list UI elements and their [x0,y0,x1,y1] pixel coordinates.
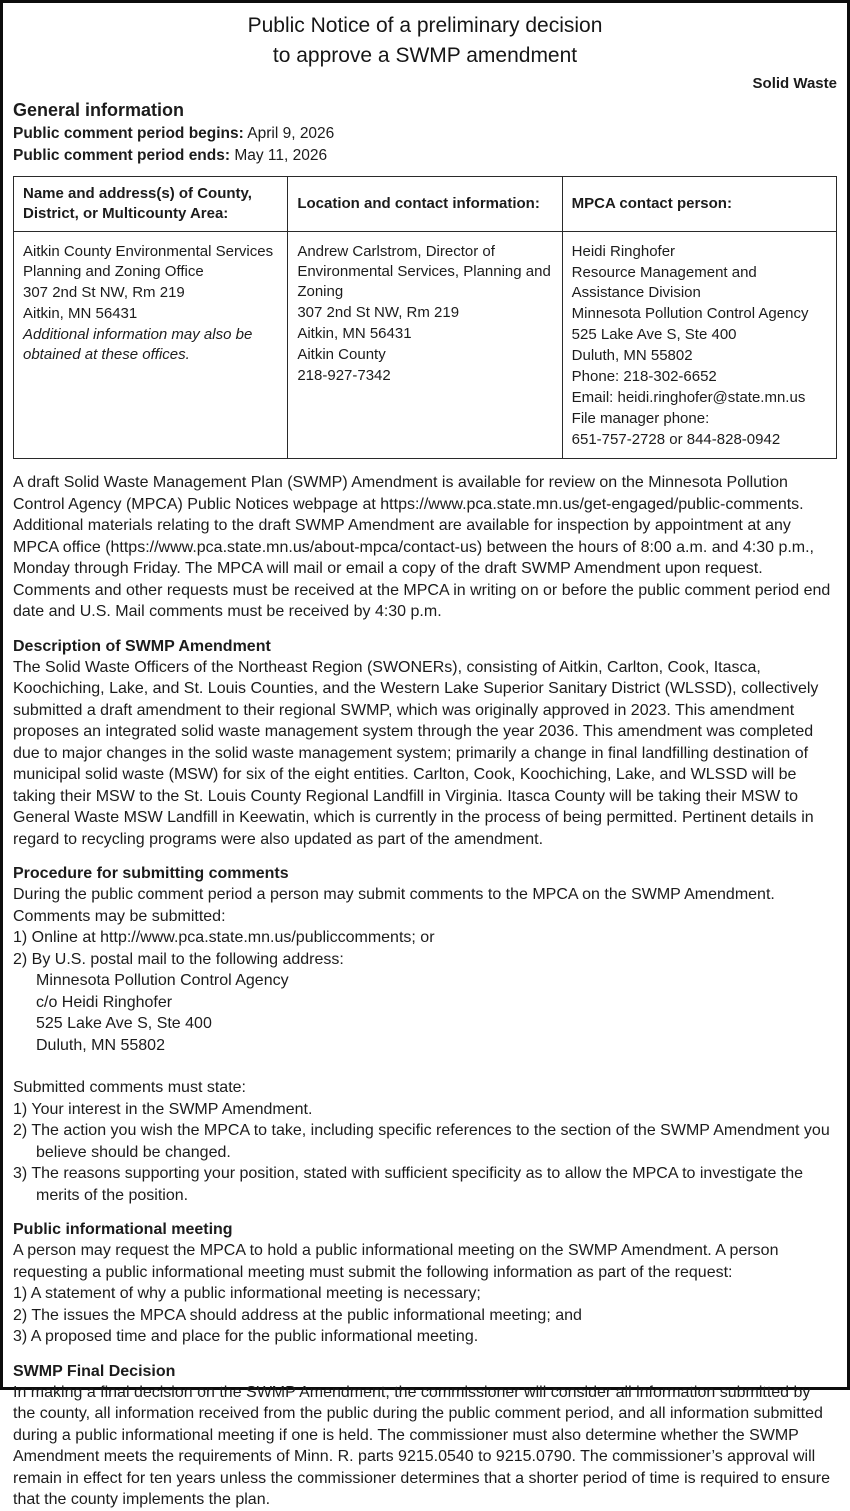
table-body-row [14,232,837,459]
mpca-phone: Phone: 218-302-6652 [571,368,717,385]
description-heading: Description of SWMP Amendment [13,637,271,655]
location-phone: 218-927-7342 [297,367,391,384]
county-line: Aitkin, MN 56431 [23,305,138,322]
public-meeting-intro: A person may request the MPCA to hold a public informational meeting on the SWMP Amendment. A person requesting a public informational meeting must submit the following information as part of the request: [13,1242,779,1281]
procedure-item-online: 1) Online at http://www.pca.state.mn.us/publiccomments; or [13,929,435,946]
general-information-heading: General information [13,100,185,120]
mpca-contact-cell [562,232,836,459]
county-line: 307 2nd St NW, Rm 219 [23,284,185,301]
location-line: Aitkin, MN 56431 [297,325,412,342]
mail-address-line: Minnesota Pollution Control Agency [36,972,289,989]
public-meeting-item: 3) A proposed time and place for the public informational meeting. [13,1328,479,1345]
location-line: 307 2nd St NW, Rm 219 [297,304,460,321]
comment-period-begins [13,123,837,145]
comment-period-ends-value: May 11, 2026 [234,147,328,164]
submitted-comments-intro: Submitted comments must state: [13,1079,246,1096]
public-meeting-heading: Public informational meeting [13,1221,233,1238]
document-title-line2: to approve a SWMP amendment [272,44,578,67]
mpca-contact-name: Heidi Ringhofer [571,243,676,260]
comment-period-begins-value: April 9, 2026 [247,125,335,142]
location-line: Aitkin County [297,346,386,363]
comment-period-ends [13,145,837,167]
comment-period-ends-label: Public comment period ends: [13,147,231,164]
public-meeting-item: 1) A statement of why a public informational meeting is necessary; [13,1285,481,1302]
final-decision-paragraph: In making a final decision on the SWMP Amendment, the commissioner will consider all information submitted by the county, all information received from the public during the public comment period, and all information submitted during a public informational meeting if one is held. The commissioner must also determine whether the SWMP Amendment meets the requirements of Minn. R. parts 9215.0540 to 9215.0790. The commissioner’s approval will remain in effect for ten years unless the commissioner determines that a shorter period of time is required to ensure that the county implements the plan. [13,1383,830,1508]
county-address-cell [14,232,288,459]
county-additional-note: Additional information may also be obtained at these offices. [23,326,253,363]
mail-address-line: Duluth, MN 55802 [36,1036,165,1054]
mail-address-line: c/o Heidi Ringhofer [36,993,173,1011]
column-header-location: Location and contact information: [288,177,562,232]
mpca-line: 525 Lake Ave S, Ste 400 [571,326,737,343]
submitted-comments-item: 3) The reasons supporting your position, stated with sufficient specificity as to allow the MPCA to investigate the merits of the position. [13,1165,804,1204]
mpca-file-manager-label: File manager phone: [571,410,710,427]
mpca-email: Email: heidi.ringhofer@state.mn.us [571,389,806,406]
column-header-county: Name and address(s) of County, District, or Multicounty Area: [14,177,288,232]
location-line: Andrew Carlstrom, Director of Environmental Services, Planning and Zoning [297,243,551,300]
submitted-comments-item: 1) Your interest in the SWMP Amendment. [13,1100,313,1118]
mail-address-line: 525 Lake Ave S, Ste 400 [36,1015,212,1032]
document-title-line1: Public Notice of a preliminary decision [247,14,603,37]
mpca-line: Minnesota Pollution Control Agency [571,305,809,322]
column-header-mpca-contact: MPCA contact person: [562,177,836,232]
document-title [13,11,837,71]
category-label: Solid Waste [752,75,837,92]
table-header-row [14,177,837,232]
public-meeting-item: 2) The issues the MPCA should address at the public informational meeting; and [13,1306,582,1324]
mpca-line: Resource Management and Assistance Division [571,264,757,301]
description-paragraph: The Solid Waste Officers of the Northeast Region (SWONERs), consisting of Aitkin, Carlton, Cook, Itasca, Koochiching, Lake, and St. Louis Counties, and the Western Lake Superior Sanitary District (WLSSD), collectively submitted a draft amendment to their regional SWMP, which was originally approved in 2023. This amendment proposes an integrated solid waste management system through the year 2036. This amendment was completed due to major changes in the solid waste management system; primarily a change in final landfilling destination of municipal solid waste (MSW) for six of the eight entities. Carlton, Cook, Koochiching, Lake, and WLSSD will be taking their MSW to the St. Louis County Regional Landfill in Virginia. Itasca County will be taking their MSW to General Waste MSW Landfill in Keewatin, which is currently in the process of being permitted. Pertinent details in regard to recycling programs were also updated as part of the amendment. [13,658,819,848]
comment-period-begins-label: Public comment period begins: [13,125,244,142]
intro-paragraph: A draft Solid Waste Management Plan (SWMP) Amendment is available for review on the Minnesota Pollution Control Agency (MPCA) Public Notices webpage at https://www.pca.state.mn.us/get-engaged/public-comments. Additional materials relating to the draft SWMP Amendment are available for inspection by appointment at any MPCA office (https://www.pca.state.mn.us/about-mpca/contact-us) between the hours of 8:00 a.m. and 4:30 p.m., Monday through Friday. The MPCA will mail or email a copy of the draft SWMP Amendment upon request. Comments and other requests must be received at the MPCA in writing on or before the public comment period end date and U.S. Mail comments must be received by 4:30 p.m. [13,474,831,620]
mpca-line: Duluth, MN 55802 [571,347,693,364]
procedure-heading: Procedure for submitting comments [13,865,289,882]
county-line: Aitkin County Environmental Services Planning and Zoning Office [23,243,274,280]
contact-info-table [13,176,837,459]
mpca-file-manager-phone: 651-757-2728 or 844-828-0942 [571,431,781,448]
procedure-intro: During the public comment period a person may submit comments to the MPCA on the SWMP Amendment. Comments may be submitted: [13,886,775,925]
procedure-item-mail: 2) By U.S. postal mail to the following address: [13,950,344,968]
spacer [13,1056,837,1077]
location-contact-cell [288,232,562,459]
final-decision-heading: SWMP Final Decision [13,1362,176,1380]
submitted-comments-item: 2) The action you wish the MPCA to take, including specific references to the section of the SWMP Amendment you believe should be changed. [13,1122,830,1161]
